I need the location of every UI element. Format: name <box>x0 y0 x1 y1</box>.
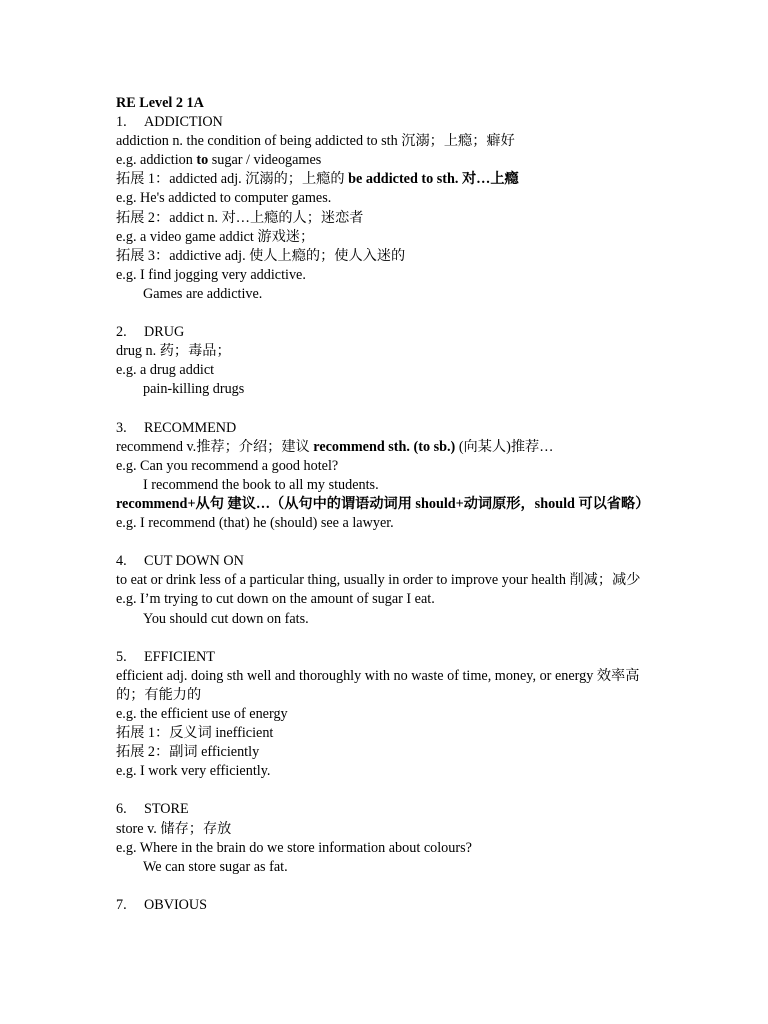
section-number: 6. <box>116 801 127 818</box>
spacer <box>116 304 661 323</box>
section-number: 4. <box>116 553 127 570</box>
spacer <box>116 533 661 552</box>
definition-line: addiction n. the condition of being addicted to sth 沉溺；上瘾；癖好 <box>116 133 515 150</box>
section-heading <box>116 113 661 132</box>
example-line: e.g. a video game addict 游戏迷； <box>116 228 315 245</box>
section-heading <box>116 419 661 438</box>
text-run: e.g. addiction <box>116 152 197 169</box>
example-line: Games are addictive. <box>143 285 263 302</box>
bold-text: be addicted to sth. 对…上瘾 <box>348 171 519 188</box>
spacer <box>116 629 661 648</box>
spacer <box>116 877 661 896</box>
section-heading <box>116 896 661 915</box>
extension-line: 拓展 2：addict n. 对…上瘾的人；迷恋者 <box>116 209 364 226</box>
extension-line: 拓展 2：副词 efficiently <box>116 744 260 761</box>
example-line: e.g. I work very efficiently. <box>116 763 271 780</box>
definition-line: efficient adj. doing sth well and thoroughly with no waste of time, money, or energy 效率高的；有能力的 <box>116 667 640 703</box>
example-line: You should cut down on fats. <box>143 610 309 627</box>
example-line: e.g. I’m trying to cut down on the amount of sugar I eat. <box>116 591 435 608</box>
section-word: CUT DOWN ON <box>144 553 244 570</box>
section-word: RECOMMEND <box>144 419 237 436</box>
section-word: DRUG <box>144 324 185 341</box>
section-number: 3. <box>116 419 127 436</box>
example-line: pain-killing drugs <box>143 381 245 398</box>
definition-line: drug n. 药；毒品； <box>116 343 231 360</box>
example-line: e.g. I recommend (that) he (should) see a lawyer. <box>116 515 394 532</box>
text-run: (向某人)推荐… <box>455 438 554 455</box>
section-number: 2. <box>116 324 127 341</box>
spacer <box>116 400 661 419</box>
text-run: 拓展 1：addicted adj. 沉溺的；上瘾的 <box>116 171 349 188</box>
section-number: 1. <box>116 114 127 131</box>
extension-line <box>116 170 661 189</box>
page-title: RE Level 2 1A <box>116 95 204 111</box>
definition-line: to eat or drink less of a particular thing, usually in order to improve your health 削减；减少 <box>116 572 641 589</box>
example-line: e.g. Where in the brain do we store information about colours? <box>116 839 472 856</box>
example-line: e.g. a drug addict <box>116 362 215 379</box>
section-heading <box>116 648 661 667</box>
definition-line <box>116 438 661 457</box>
section-number: 7. <box>116 896 127 913</box>
extension-line: 拓展 1：反义词 inefficient <box>116 725 274 742</box>
grammar-note: recommend+从句 建议…（从句中的谓语动词用 should+动词原形，should 可以省略） <box>116 495 650 512</box>
section-word: OBVIOUS <box>144 896 208 913</box>
example-line <box>116 151 661 170</box>
section-heading <box>116 800 661 819</box>
example-line: e.g. Can you recommend a good hotel? <box>116 457 339 474</box>
bold-text: to <box>196 152 209 169</box>
example-line: e.g. He's addicted to computer games. <box>116 190 332 207</box>
spacer <box>116 781 661 800</box>
extension-line: 拓展 3：addictive adj. 使人上瘾的；使人入迷的 <box>116 247 406 264</box>
section-heading <box>116 552 661 571</box>
document-page <box>116 94 661 915</box>
section-heading <box>116 323 661 342</box>
section-word: ADDICTION <box>144 114 223 131</box>
text-run: sugar / videogames <box>208 152 322 169</box>
definition-line: store v. 储存；存放 <box>116 820 232 837</box>
example-line: e.g. the efficient use of energy <box>116 706 288 722</box>
section-word: STORE <box>144 801 189 818</box>
example-line: e.g. I find jogging very addictive. <box>116 266 306 283</box>
section-word: EFFICIENT <box>144 648 215 665</box>
bold-text: recommend sth. (to sb.) <box>313 438 456 455</box>
example-line: I recommend the book to all my students. <box>143 476 379 493</box>
section-number: 5. <box>116 648 127 665</box>
text-run: recommend v.推荐；介绍；建议 <box>116 438 314 455</box>
example-line: We can store sugar as fat. <box>143 858 288 875</box>
